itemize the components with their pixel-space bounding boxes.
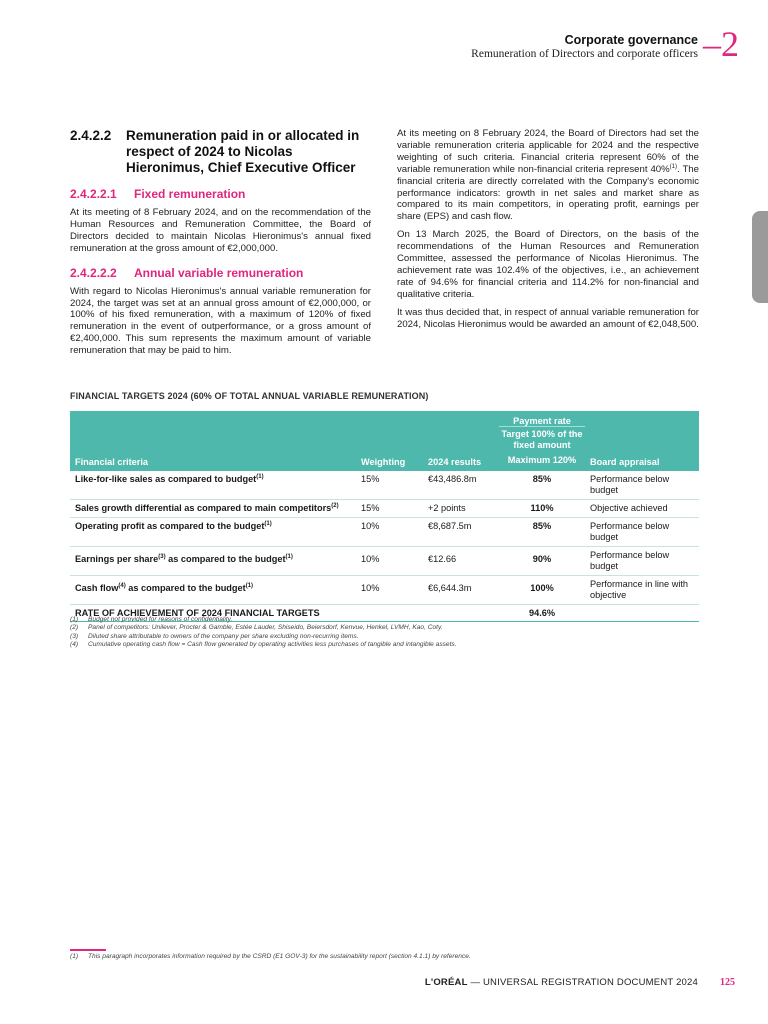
table-row	[70, 576, 699, 605]
criteria-paragraph-part-a: At its meeting on 8 February 2024, the Board of Directors had set the variable remuneration criteria applicable for 2024 and the respective weighting of such criteria. Financial criteria represent 60% of the variable remuneration while non-financial criteria represent 40%	[397, 128, 699, 175]
footer-brand: L'ORÉAL	[424, 977, 468, 988]
fixed-remuneration-text: At its meeting of 8 February 2024, and on the recommendation of the Human Resources and Remuneration Committee, the Board of Directors decided to maintain Nicolas Hieronimus's annual fixed remuneration at the gross amount of €2,000,000.	[70, 207, 371, 254]
header-payment-rate	[499, 411, 585, 471]
subsection-fixed-number: 2.4.2.2.1	[70, 187, 117, 201]
section-number: 2.4.2.2	[70, 128, 112, 143]
chapter-digit: 2	[721, 24, 739, 64]
right-column	[397, 128, 699, 331]
page-footnote: (1) This paragraph incorporates information required by the CSRD (E1 GOV-3) for the sustainability report (section 4.1.1) by reference.	[70, 953, 471, 960]
variable-remuneration-text: With regard to Nicolas Hieronimus's annual variable remuneration for 2024, the target was set at an annual gross amount of €2,000,000, or 100% of his fixed remuneration, with a maximum of 120% of fixed remuneration in the event of outperformance, or a gross amount of €2,400,000. This sum represents the maximum amount of variable remuneration that may be paid to him.	[70, 285, 371, 357]
subsection-variable-number: 2.4.2.2.2	[70, 265, 117, 280]
row-rate: 100%	[499, 576, 585, 605]
row-rate: 110%	[499, 500, 585, 518]
subsection-fixed-title: Fixed remuneration	[134, 187, 246, 201]
total-label: RATE OF ACHIEVEMENT OF 2024 FINANCIAL TARGETS	[70, 605, 499, 622]
row-results: €43,486.8m	[423, 471, 499, 500]
table-note: (2) Panel of competitors: Unilever, Procter & Gamble, Estée Lauder, Shiseido, Beiersdorf, Kenvue, Henkel, LVMH, Kao, Coty.	[70, 624, 443, 632]
row-criteria: Operating profit as compared to the budget$^{(1)}$	[70, 518, 356, 547]
table-note: (1) Budget not provided for reasons of confidentiality.	[70, 616, 233, 623]
chapter-dash: –	[703, 24, 721, 64]
row-appraisal: Performance below budget	[585, 471, 699, 500]
section-heading	[70, 128, 371, 176]
row-weighting: 15%	[356, 471, 423, 500]
row-appraisal: Performance below budget	[585, 547, 699, 576]
table-row	[70, 518, 699, 547]
row-rate: 85%	[499, 518, 585, 547]
row-appraisal: Objective achieved	[585, 500, 699, 518]
row-criteria: Like-for-like sales as compared to budget$^{(1)}$	[70, 471, 356, 500]
header-appraisal: Board appraisal	[585, 411, 699, 471]
row-results: €8,687.5m	[423, 518, 499, 547]
footnote-ref: (1)	[669, 163, 677, 170]
row-results: €6,644.3m	[423, 576, 499, 605]
subsection-variable-title: Annual variable remuneration	[134, 265, 304, 280]
table-note: (3) Diluted share attributable to owners of the company per share excluding non-recurring items.	[70, 632, 359, 640]
header-payment-rate-label: Payment rate	[499, 411, 585, 427]
table-row	[70, 471, 699, 500]
row-appraisal: Performance below budget	[585, 518, 699, 547]
table-header-row	[70, 411, 699, 471]
table-title: FINANCIAL TARGETS 2024 (60% OF TOTAL ANNUAL VARIABLE REMUNERATION)	[70, 391, 429, 401]
row-weighting: 10%	[356, 576, 423, 605]
table-row	[70, 547, 699, 576]
footer-separator: —	[470, 977, 481, 988]
page-number: 125	[720, 977, 735, 988]
chapter-side-tab	[752, 211, 768, 303]
table-notes	[70, 616, 699, 649]
row-criteria: Earnings per share$^{(3)}$ as compared to the budget$^{(1)}$	[70, 547, 356, 576]
award-paragraph: It was thus decided that, in respect of annual variable remuneration for 2024, Nicolas Hieronimus would be awarded an amount of €2,048,500.	[397, 306, 699, 330]
footnote-rule	[70, 949, 106, 951]
left-column	[70, 128, 371, 357]
header-criteria: Financial criteria	[70, 411, 356, 471]
row-criteria: Sales growth differential as compared to main competitors$^{(2)}$	[70, 500, 356, 518]
subsection-fixed-heading	[70, 187, 371, 202]
header-target: Target 100% of the fixed amount	[501, 429, 583, 450]
criteria-paragraph-part-b: . The financial criteria are directly correlated with the Company's economic performance indicators: growth in net sales and market share as compared to its main competitors, in operating profit, earnings per share (EPS) and cash flow.	[397, 163, 699, 223]
row-appraisal: Performance in line with objective	[585, 576, 699, 605]
running-header-title: Corporate governance	[564, 33, 698, 47]
row-results: +2 points	[423, 500, 499, 518]
financial-targets-table	[70, 411, 699, 622]
page-footer	[425, 977, 698, 988]
table-row	[70, 500, 699, 518]
row-results: €12.66	[423, 547, 499, 576]
criteria-paragraph	[397, 128, 699, 223]
row-criteria: Cash flow$^{(4)}$ as compared to the budget$^{(1)}$	[70, 576, 356, 605]
running-header-subtitle: Remuneration of Directors and corporate officers	[471, 48, 698, 60]
assessment-paragraph: On 13 March 2025, the Board of Directors, on the basis of the recommendations of the Human Resources and Remuneration Committee, assessed the performance of Nicolas Hieronimus. The achievement rate was 102.4% of the objectives, i.e., an achievement rate of 94.6% for financial criteria and 114.2% for non-financial and qualitative criteria.	[397, 229, 699, 300]
row-rate: 85%	[499, 471, 585, 500]
row-weighting: 10%	[356, 547, 423, 576]
row-rate: 90%	[499, 547, 585, 576]
table-note: (4) Cumulative operating cash flow = Cash flow generated by operating activities less purchases of tangible and intangible assets.	[70, 640, 457, 648]
header-weighting: Weighting	[356, 411, 423, 471]
row-weighting: 10%	[356, 518, 423, 547]
footer-document: UNIVERSAL REGISTRATION DOCUMENT 2024	[482, 977, 698, 988]
subsection-variable-heading	[70, 266, 371, 281]
total-value: 94.6%	[499, 605, 585, 622]
row-weighting: 15%	[356, 500, 423, 518]
header-results: 2024 results	[423, 411, 499, 471]
header-maximum: Maximum 120%	[507, 455, 577, 465]
section-title: Remuneration paid in or allocated in respect of 2024 to Nicolas Hieronimus, Chief Executive Officer	[126, 128, 360, 175]
chapter-number	[703, 22, 739, 66]
